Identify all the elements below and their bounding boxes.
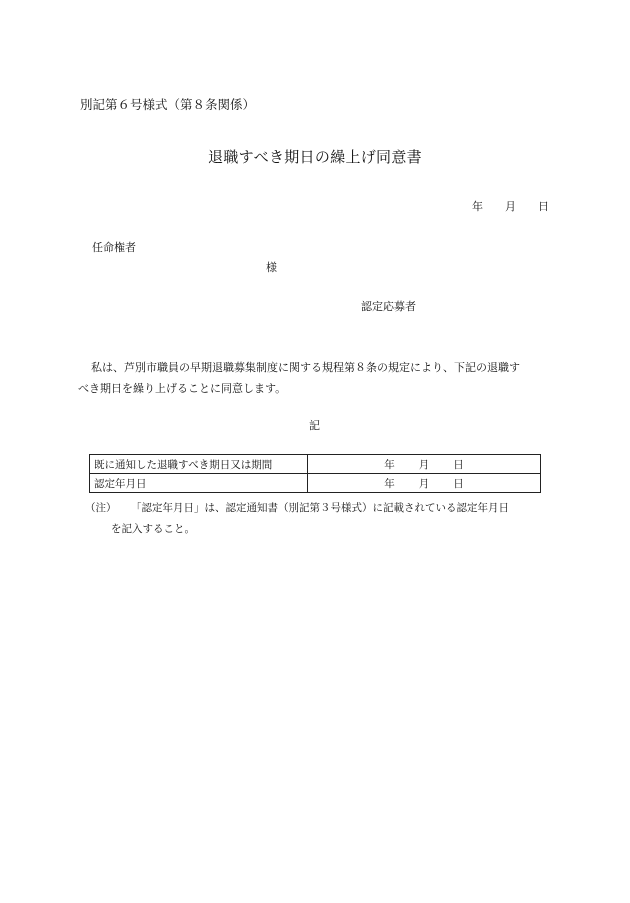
consent-statement [80, 357, 552, 399]
addressee-label: 任命権者 [92, 241, 136, 254]
month-label: 月 [418, 458, 430, 471]
table-row [90, 474, 541, 493]
table-row [90, 455, 541, 474]
date-day-label: 日 [538, 200, 549, 213]
consent-line-2: べき期日を繰り上げることに同意します。 [78, 382, 287, 395]
note-line-2: を記入すること。 [111, 523, 195, 535]
date-line [472, 198, 549, 214]
date-month-label: 月 [505, 200, 516, 213]
form-identifier: 別記第６号様式（第８条関係） [80, 97, 256, 112]
row-label-certification-date: 認定年月日 [90, 474, 308, 493]
note-line-1: 「認定年月日」は、認定通知書（別記第３号様式）に記載されている認定年月日 [131, 502, 509, 514]
row-label-notified-date: 既に通知した退職すべき期日又は期間 [90, 455, 308, 474]
day-label: 日 [453, 458, 464, 471]
applicant-label: 認定応募者 [361, 300, 416, 313]
ki-heading: 記 [309, 419, 320, 432]
row-value-notified-date [308, 455, 541, 474]
details-table [89, 454, 541, 493]
day-label: 日 [453, 477, 464, 490]
document-title: 退職すべき期日の繰上げ同意書 [208, 148, 422, 166]
consent-line-1: 私は、芦別市職員の早期退職募集制度に関する規程第８条の規定により、下記の退職す [91, 361, 520, 374]
year-label: 年 [384, 477, 395, 490]
row-value-certification-date [308, 474, 541, 493]
note-mark: （注） [85, 502, 117, 514]
addressee-honorific: 様 [266, 261, 277, 274]
footnote [85, 498, 555, 540]
date-year-label: 年 [472, 200, 483, 213]
month-label: 月 [418, 477, 430, 490]
year-label: 年 [384, 458, 395, 471]
